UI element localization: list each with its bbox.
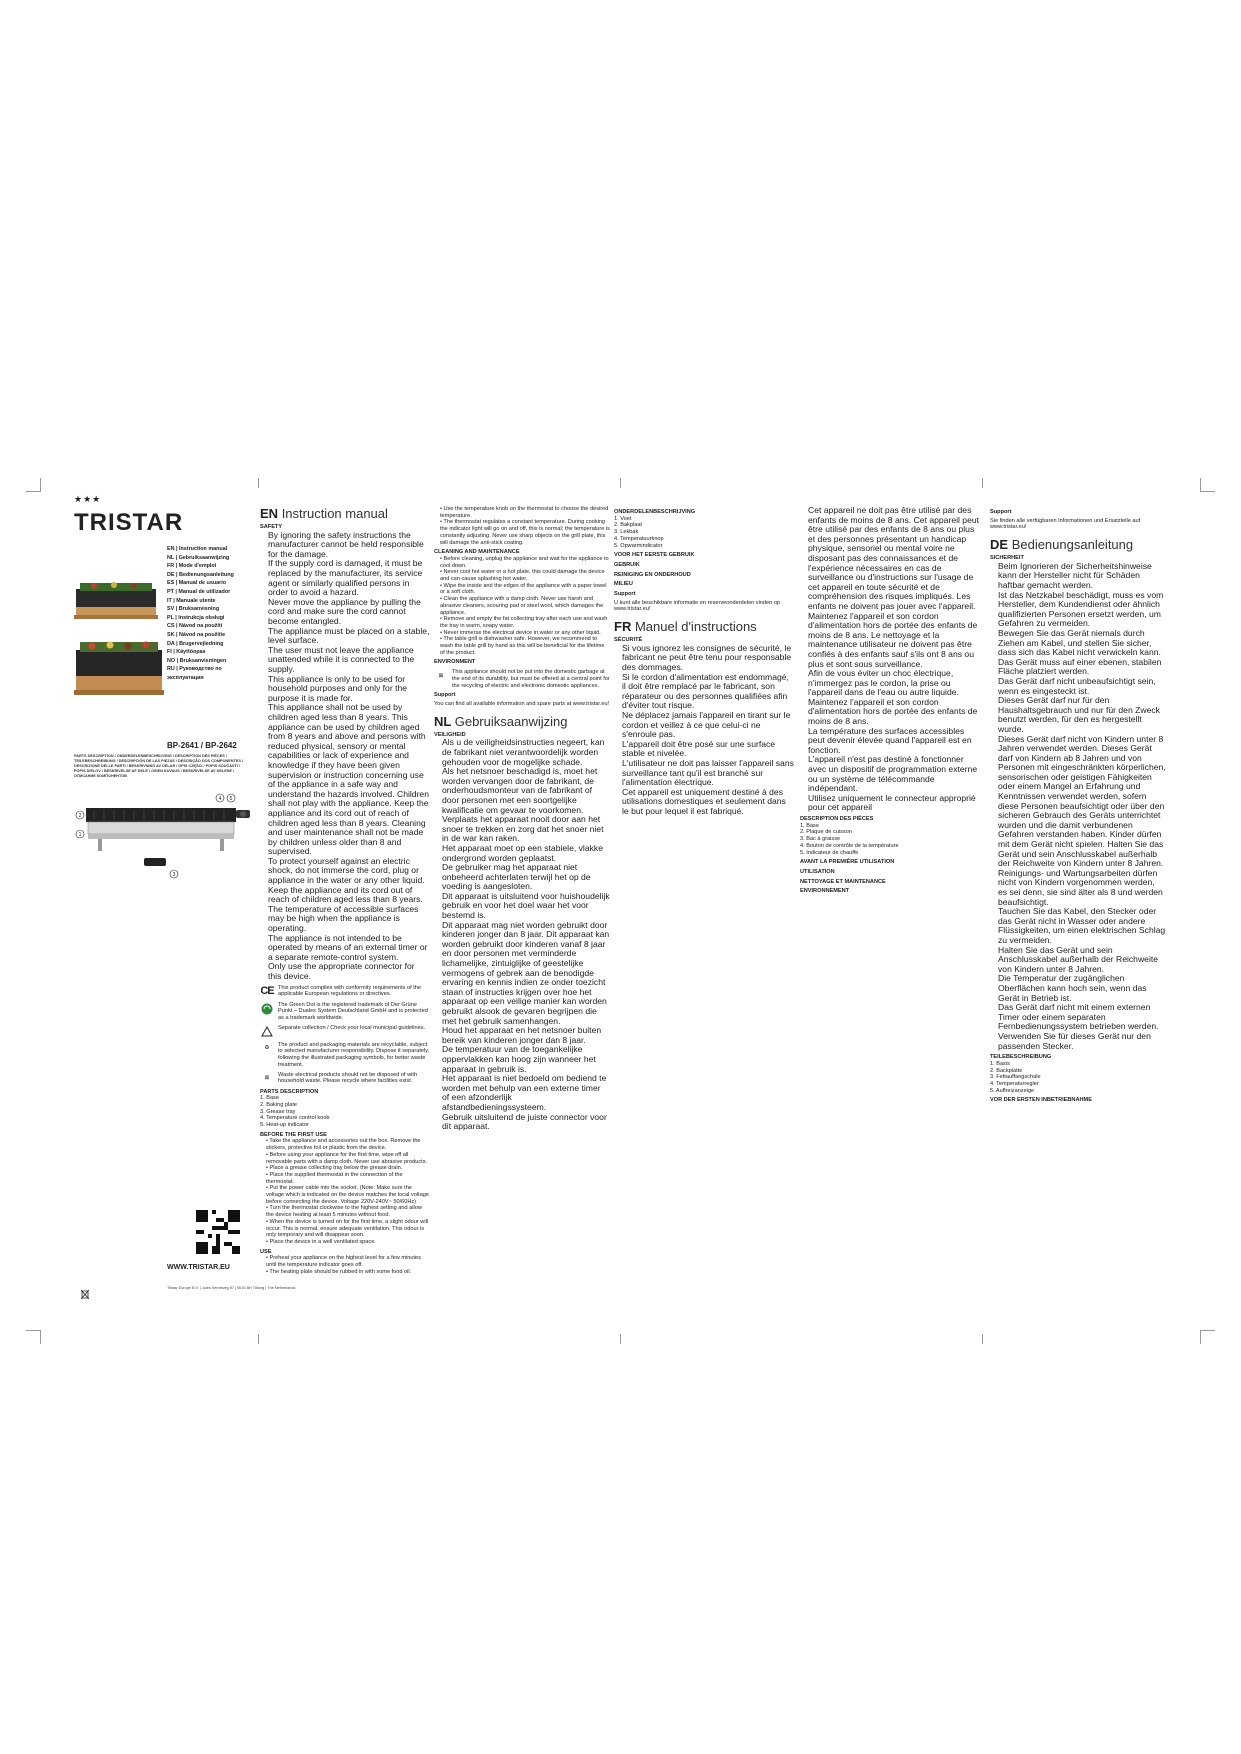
ce-text: This product complies with conformity requirements of the applicable European regulations or directives. (278, 984, 422, 998)
part-item: 4. Bouton de contrôle de la température (800, 842, 899, 849)
safety-item: • Afin de vous éviter un choc électrique, n'immergez pas le cordon, la prise ou l'appareil dans de l'eau ou autre liquide. (808, 669, 980, 698)
safety-item: • Halten Sie das Gerät und sein Anschlusskabel außerhalb der Reichweite von Kindern unter 8 Jahren. (998, 946, 1166, 975)
nl-fr-column-3 (614, 506, 794, 1322)
safety-item: • Ist das Netzkabel beschädigt, muss es vom Hersteller, dem Kundendienst oder ähnlich qualifizierten Personen ersetzt werden, um Gefahren zu vermeiden. (998, 591, 1166, 629)
brand-logo: TRISTAR (74, 509, 184, 536)
language-item: IT | Manuale utente (167, 597, 216, 604)
weee-icon: ⊠ (264, 1075, 270, 1082)
recycle-row (260, 1042, 430, 1069)
en-use-heading: USE (260, 1248, 272, 1255)
language-item: DE | Bedienungsanleitung (167, 571, 234, 578)
language-item: FR | Mode d'emploi (167, 563, 217, 570)
fr-column-4 (800, 506, 980, 1322)
part-item: 1. Voet (614, 515, 632, 522)
crop-mark (1200, 1330, 1201, 1344)
nl-safety-heading: VEILIGHEID (434, 731, 466, 738)
nl-support-text: U kunt alle beschikbare informatie en reserveonderdelen vinden op www.tristar.eu! (614, 599, 781, 613)
before-item: • Take the appliance and accessories out the box. Remove the stickers, protective foil or plastic from the device. (266, 1138, 430, 1151)
safety-item: • Si le cordon d'alimentation est endommagé, il doit être remplacé par le fabricant, son réparateur ou des personnes qualifiées afin d'éviter tout risque. (622, 673, 794, 711)
de-support-heading: Support (990, 509, 1012, 515)
before-item: • Place the device in a well ventilated space. (266, 1239, 430, 1246)
before-item: • Turn the thermostat clockwise to the highest setting and allow the device heating at least 5 minutes without food. (266, 1205, 430, 1218)
fr-title: Manuel d'instructions (634, 619, 757, 635)
part-item: 3. Fettauffangschale (990, 1074, 1041, 1081)
separate-row (260, 1025, 430, 1039)
en-code: EN (260, 506, 279, 521)
before-item: • When the device is turned on for the first time, a slight odour will occur. This is normal, ensure adequate ventilation. This odour is only temporary and will disappear soon. (266, 1219, 430, 1239)
use-item: • Preheat your appliance on the highest level for a few minutes until the temperature indicator goes off. (266, 1255, 430, 1268)
green-dot-icon (260, 1002, 274, 1016)
part-item: 5. Heat-up indicator (260, 1122, 309, 1129)
fold-mark (982, 1334, 983, 1344)
nl-environment-heading: MILIEU (614, 581, 633, 588)
parts-diagram (74, 788, 254, 888)
use-item: • Use the temperature knob on the thermostat to choose the desired temperature. (440, 506, 610, 519)
nl-cleaning-heading: REINIGING EN ONDERHOUD (614, 571, 691, 578)
de-code: DE (990, 537, 1009, 553)
fold-mark (258, 1334, 259, 1344)
qr-code (196, 1210, 240, 1254)
en-environment-heading: ENVIRONMENT (434, 659, 476, 666)
ce-row (260, 985, 430, 999)
nl-before-heading: VOOR HET EERSTE GEBRUIK (614, 552, 695, 559)
safety-item: • The user must not leave the appliance unattended while it is connected to the supply. (268, 646, 430, 675)
recycle-icon: ♻ (264, 1045, 270, 1052)
part-item: 2. Bakplaat (614, 522, 642, 529)
en-support-text: You can find all available information and spare parts at www.tristar.eu! (434, 700, 610, 707)
safety-item: • Never move the appliance by pulling the cord and make sure the cord cannot become entangled. (268, 598, 430, 627)
weee-text: Waste electrical products should not be disposed of with household waste. Please recycle where facilities exist. (278, 1071, 418, 1085)
crop-mark (26, 491, 40, 492)
safety-item: • If the supply cord is damaged, it must be replaced by the manufacturer, its service agent or similarly qualified persons in order to avoid a hazard. (268, 559, 430, 597)
en-before-heading: BEFORE THE FIRST USE (260, 1131, 327, 1138)
en-cleaning-list (434, 556, 610, 657)
weee-row (260, 1072, 430, 1086)
green-dot-row (260, 1002, 430, 1022)
language-item: RU | Руководство по эксплуатации (167, 666, 222, 681)
before-item: • Place the supplied thermostat in the connection of the thermostat. (266, 1172, 430, 1185)
en-parts-list (260, 1095, 430, 1129)
language-item: SK | Návod na použitie (167, 631, 226, 638)
cleaning-item: • Never cool hot water or a hot plate, this could damage the device and can cause splashing hot water. (440, 569, 610, 582)
safety-item: • Verwenden Sie für dieses Gerät nur den passenden Stecker. (998, 1032, 1166, 1051)
before-item: • Place a grease collecting tray below the grease drain. (266, 1165, 430, 1172)
language-item: PL | Instrukcja obsługi (167, 614, 225, 621)
cleaning-item: • Wipe the inside and the edges of the appliance with a paper towel or a soft cloth. (440, 583, 610, 596)
safety-item: • Keep the appliance and its cord out of reach of children aged less than 8 years. (268, 886, 430, 905)
separate-text: Separate collection / Check your local municipal guidelines. (278, 1024, 426, 1031)
crop-mark (1201, 1330, 1215, 1331)
nl-safety-list (434, 738, 610, 1131)
de-section-title (990, 537, 1166, 552)
parts-desc-multilang: PARTS DESCRIPTION / ONDERDELENBESCHRIJVING / DESCRIPTION DES PIÈCES / TEILEBESCHREIBUNG / DESCRIPCIÓN DE LAS PIEZAS / DESCRIÇÃO DOS COMPONENTES / DESCRIZIONE DELLE PARTI / BESKRIVNING AV DELAR / OPIS CZĘŚCI / POPIS SOUČÁSTÍ / POPIS DIELOV / BESKRIVELSE AF DELE / OSIEN KUVAUS / BESKRIVELSE AV DELENE / ОПИСАНИЕ КОМПОНЕНТОВ (74, 754, 243, 778)
de-before-heading: VOR DER ERSTEN INBETRIEBNAHME (990, 1097, 1092, 1104)
company-address: Tristar Europe B.V. | Jules Verneweg 87 | 5015 BH Tilburg | The Netherlands (167, 1286, 296, 1290)
safety-item: • This appliance shall not be used by children aged less than 8 years. This appliance can be used by children aged from 8 years and above and persons with reduced physical, sensory or mental capabilities or lack of experience and knowledge if they have been given supervision or instruction concerning use of the appliance in a safe way and understand the hazards involved. Children shall not play with the appliance. Keep the appliance and its cord out of reach of children aged less than 8 years. Cleaning and user maintenance shall not be made by children unless older than 8 and supervised. (268, 703, 430, 857)
safety-item: • Das Gerät darf nicht mit einem externen Timer oder einem separaten Fernbedienungssystem betrieben werden. (998, 1003, 1166, 1032)
safety-item: • L'utilisateur ne doit pas laisser l'appareil sans surveillance tant qu'il est branché sur l'alimentation électrique. (622, 759, 794, 788)
en-environment-row (434, 669, 610, 689)
de-parts-heading: TEILEBESCHREIBUNG (990, 1054, 1052, 1061)
de-title: Bedienungsanleitung (1011, 537, 1134, 553)
crop-mark (40, 1330, 41, 1344)
safety-item: • La température des surfaces accessibles peut devenir élevée quand l'appareil est en fonction. (808, 727, 980, 756)
part-item: 4. Temperature control knob (260, 1115, 330, 1122)
language-item: SV | Bruksanvisning (167, 606, 220, 613)
safety-item: • This appliance is only to be used for household purposes and only for the purpose it is made for. (268, 675, 430, 704)
nl-use-heading: GEBRUIK (614, 561, 640, 568)
safety-item: • Als u de veiligheidsinstructies negeert, kan de fabrikant niet verantwoordelijk worden gehouden voor de mogelijke schade. (442, 738, 610, 767)
de-parts-list (990, 1061, 1166, 1095)
weee-icon: ⊠ (438, 672, 444, 679)
nl-support-heading: Support (614, 591, 636, 598)
diagram-label-3: 3 (172, 872, 176, 878)
part-item: 2. Backplatte (990, 1067, 1023, 1074)
crop-mark (1201, 491, 1215, 492)
en-support-heading: Support (434, 692, 456, 699)
weee-bin-icon (80, 1288, 90, 1300)
crop-mark (26, 1330, 40, 1331)
before-item: • Before using your appliance for the first time, wipe off all removable parts with a damp cloth. Never use abrasive products. (266, 1152, 430, 1165)
safety-item: • Cet appareil est uniquement destiné à des utilisations domestiques et seulement dans le but pour lequel il est fabriqué. (622, 788, 794, 817)
fr-code: FR (614, 619, 632, 635)
safety-item: • Als het netsnoer beschadigd is, moet het worden vervangen door de fabrikant, de onderhoudsmonteur van de fabrikant of door personen met een soortgelijke kwalificatie om gevaar te voorkomen. (442, 767, 610, 815)
brand-stars: ★★★ (74, 494, 102, 504)
safety-item: • Only use the appropriate connector for this device. (268, 962, 430, 981)
nl-code: NL (434, 713, 452, 729)
language-item: EN | Instruction manual (167, 546, 228, 552)
fr-safety-list (614, 644, 794, 817)
en-column-1 (260, 506, 430, 1322)
recycle-text: The product and packaging materials are recyclable, subject to selected manufacturer responsibility. Dispose it separately, following the illustrated packaging symbols, for better waste treatment. (278, 1041, 430, 1068)
language-list (167, 545, 254, 683)
safety-item: • L'appareil n'est pas destiné à fonctionner avec un dispositif de programmation externe ou un système de télécommande indépendant. (808, 755, 980, 793)
safety-item: • The temperature of accessible surfaces may be high when the appliance is operating. (268, 905, 430, 934)
green-dot-text: The Green Dot is the registered trademark of Der Grüne Punkt – Duales System Deutschland GmbH and is protected as a trademark worldwide. (278, 1001, 428, 1022)
fold-mark (982, 478, 983, 488)
ce-mark-icon: CE (260, 985, 274, 998)
language-item: ES | Manual de usuario (167, 580, 227, 587)
safety-item: • Het apparaat moet op een stabiele, vlakke ondergrond worden geplaatst. (442, 844, 610, 863)
fr-environment-heading: ENVIRONNEMENT (800, 888, 850, 895)
crop-mark (1200, 478, 1201, 492)
part-item: 4. Temperatuurknop (614, 535, 664, 542)
fr-parts-list (800, 823, 980, 857)
nl-parts-heading: ONDERDELENBESCHRIJVING (614, 509, 696, 515)
part-item: 5. Aufheizanzeige (990, 1087, 1035, 1094)
safety-item: • The appliance must be placed on a stable, level surface. (268, 627, 430, 646)
safety-item: • Utilisez uniquement le connecteur approprié pour cet appareil (808, 794, 980, 813)
en-use-list-cont (434, 506, 610, 546)
diagram-label-4: 4 (218, 796, 222, 802)
en-before-list (260, 1138, 430, 1245)
safety-item: • Si vous ignorez les consignes de sécurité, le fabricant ne peut être tenu pour responsable des dommages. (622, 644, 794, 673)
cleaning-item: • Before cleaning, unplug the appliance and wait for the appliance to cool down. (440, 556, 610, 569)
cleaning-item: • The table grill is dishwasher safe. However, we recommend to wash the table grill by hand as this will be beneficial for the lifetime of the product. (440, 636, 610, 656)
language-item: NO | Bruksanvisningen (167, 657, 227, 664)
part-item: 2. Plaque de cuisson (800, 829, 852, 836)
diagram-label-5: 5 (229, 796, 233, 802)
safety-item: • Cet appareil ne doit pas être utilisé par des enfants de moins de 8 ans. Cet appareil peut être utilisé par des enfants de 8 ans ou plus et des personnes présentant un handicap physique, sensoriel ou mental voire ne disposant pas des connaissances et de l'expérience nécessaires en cas de surveillance ou d'instructions sur l'usage de cet appareil en toute sécurité et de compréhension des risques impliqués. Les enfants ne doivent pas jouer avec l'appareil. Maintenez l'appareil et son cordon d'alimentation hors de portée des enfants de moins de 8 ans. Le nettoyage et la maintenance utilisateur ne doivent pas être confiés à des enfants sauf s'ils ont 8 ans ou plus et sont sous surveillance. (808, 506, 980, 669)
en-nl-column-2 (434, 506, 610, 1322)
diagram-label-1: 1 (78, 832, 82, 838)
part-item: 1. Base (800, 822, 819, 829)
part-item: 4. Temperaturregler (990, 1080, 1039, 1087)
safety-item: • The appliance is not intended to be operated by means of an external timer or a separate remote-control system. (268, 934, 430, 963)
safety-item: • De gebruiker mag het apparaat niet onbeheerd achterlaten terwijl het op de voeding is aangesloten. (442, 863, 610, 892)
en-cleaning-heading: CLEANING AND MAINTENANCE (434, 549, 520, 556)
en-title: Instruction manual (281, 506, 388, 521)
en-safety-heading: SAFETY (260, 524, 283, 530)
part-item: 5. Indicateur de chauffe (800, 849, 859, 856)
safety-item: • Dieses Gerät darf nur für den Haushaltsgebrauch und nur für den Zweck benutzt werden, für den es hergestellt wurde. (998, 696, 1166, 734)
environment-text: This appliance should not be put into the domestic garbage at the end of its durability, but must be offered at a central point for the recycling of electric and electronic domestic appliances. (452, 669, 610, 689)
fr-safety-heading: SÉCURITÉ (614, 637, 643, 644)
en-section-title (260, 506, 430, 521)
en-parts-heading: PARTS DESCRIPTION (260, 1088, 319, 1095)
safety-item: • Die Temperatur der zugänglichen Oberflächen kann hoch sein, wenn das Gerät in Betrieb ist. (998, 974, 1166, 1003)
before-item: • Put the power cable into the socket. (Note: Make sure the voltage which is indicated on the device matches the local voltage before connecting the device. Voltage 220V-240V~ 50/60Hz) (266, 1185, 430, 1205)
part-item: 3. Grease tray (260, 1108, 296, 1115)
safety-item: • Bewegen Sie das Gerät niemals durch Ziehen am Kabel, und stellen Sie sicher, dass sich das Kabel nicht verwickeln kann. (998, 629, 1166, 658)
diagram-label-2: 2 (78, 813, 82, 819)
cleaning-item: • Clean the appliance with a damp cloth. Never use harsh and abrasive cleaners, scouring pad or steel wool, which damages the appliance. (440, 596, 610, 616)
fr-cleaning-heading: NETTOYAGE ET MAINTENANCE (800, 878, 886, 885)
safety-item: • De temperatuur van de toegankelijke oppervlakken kan hoog zijn wanneer het apparaat in gebruik is. (442, 1045, 610, 1074)
product-photo-small-grill (74, 575, 159, 625)
language-item: NL | Gebruiksaanwijzing (167, 554, 230, 561)
de-support-text: Sie finden alle verfügbaren Informationen und Ersatzteile auf www.tristar.eu! (990, 517, 1141, 531)
fr-before-heading: AVANT LA PREMIÈRE UTILISATION (800, 859, 895, 866)
de-safety-heading: SICHERHEIT (990, 555, 1024, 562)
language-item: PT | Manual de utilizador (167, 588, 231, 595)
safety-item: • To protect yourself against an electric shock, do not immerse the cord, plug or appliance in the water or any other liquid. (268, 857, 430, 886)
part-item: 5. Opwarmindicator (614, 542, 663, 549)
part-item: 1. Basis (990, 1060, 1010, 1067)
use-item: • The thermostat regulates a constant temperature. During cooking the indicator light will go on and off, this is normal; the temperature is constantly adjusting. Never use sharp objects on the grill plate, this will damage the anti-stick coating. (440, 519, 610, 546)
fr-parts-heading: DESCRIPTION DES PIÈCES (800, 816, 874, 822)
fold-mark (258, 478, 259, 488)
de-safety-list (990, 562, 1166, 1051)
nl-section-title (434, 714, 610, 729)
use-item: • The heating plate should be rubbed in with some food oil. (266, 1269, 430, 1276)
part-item: 3. Lekbak (614, 529, 639, 536)
website: WWW.TRISTAR.EU (167, 1264, 230, 1271)
language-item: FI | Käyttöopas (167, 649, 206, 656)
safety-item: • By ignoring the safety instructions the manufacturer cannot be held responsible for the damage. (268, 531, 430, 560)
en-use-list (260, 1255, 430, 1275)
safety-item: • Ne déplacez jamais l'appareil en tirant sur le cordon et veillez à ce que celui-ci ne s'enroule pas. (622, 711, 794, 740)
part-item: 3. Bac à graisse (800, 836, 841, 843)
separate-collection-icon (260, 1025, 274, 1039)
safety-item: • Dit apparaat mag niet worden gebruikt door kinderen jonger dan 8 jaar. Dit apparaat kan worden gebruikt door kinderen vanaf 8 jaar en door personen met verminderde lichamelijke, zintuiglijke of geestelijke vermogens of gebrek aan de benodigde ervaring en kennis indien ze onder toezicht staan of instructies krijgen over hoe het apparaat op een veilige manier kan worden gebruikt alsook de gevaren begrijpen die met het gebruik samenhangen. (442, 921, 610, 1027)
crop-mark (40, 478, 41, 492)
part-item: 2. Baking plate (260, 1101, 298, 1108)
safety-item: • Das Gerät muss auf einer ebenen, stabilen Fläche platziert werden. (998, 658, 1166, 677)
safety-item: • Das Gerät darf nicht unbeaufsichtigt sein, wenn es eingesteckt ist. (998, 677, 1166, 696)
language-item: DA | Brugervejledning (167, 640, 224, 647)
nl-title: Gebruiksaanwijzing (454, 713, 568, 729)
product-photo-large-grill (74, 630, 164, 705)
language-item: CS | Návod na použití (167, 623, 223, 630)
fold-mark (620, 478, 621, 488)
safety-item: • Dit apparaat is uitsluitend voor huishoudelijk gebruik en voor het doel waar het voor bestemd is. (442, 892, 610, 921)
fr-safety-list-cont (800, 506, 980, 813)
cleaning-item: • Never immerse the electrical device in water or any other liquid. (440, 630, 610, 637)
safety-item: • Beim Ignorieren der Sicherheitshinweise kann der Hersteller nicht für Schäden haftbar gemacht werden. (998, 562, 1166, 591)
fold-mark (620, 1334, 621, 1344)
safety-item: • Het apparaat is niet bedoeld om bediend te worden met behulp van een externe timer of een afzonderlijk afstandbedieningssysteem. (442, 1074, 610, 1112)
safety-item: • Verplaats het apparaat nooit door aan het snoer te trekken en zorg dat het snoer niet in de war kan raken. (442, 815, 610, 844)
safety-item: • Dieses Gerät darf nicht von Kindern unter 8 Jahren verwendet werden. Dieses Gerät darf von Kindern ab 8 Jahren und von Personen mit eingeschränkten körperlichen, sensorischen oder geistigen Fähigkeiten oder einem Mangel an Erfahrung und Kenntnissen verwendet werden, sofern diese Personen beaufsichtigt oder über den sicheren Gebrauch des Geräts unterrichtet wurden und die damit verbundenen Gefahren verstanden haben. Kinder dürfen mit dem Gerät nicht spielen. Halten Sie das Gerät und sein Anschlusskabel außerhalb der Reichweite von Kindern unter 8 Jahren. Reinigungs- und Wartungsarbeiten dürfen nicht von Kindern vorgenommen werden, es sei denn, sie sind älter als 8 und werden beaufsichtigt. (998, 735, 1166, 908)
model-number: BP-2641 / BP-2642 (167, 741, 237, 750)
part-item: 1. Base (260, 1095, 279, 1102)
safety-item: • Maintenez l'appareil et son cordon d'alimentation hors de portée des enfants de moins de 8 ans. (808, 698, 980, 727)
safety-item: • Houd het apparaat en het netsnoer buiten bereik van kinderen jonger dan 8 jaar. (442, 1026, 610, 1045)
en-safety-list (260, 531, 430, 982)
de-column-5 (990, 506, 1166, 1322)
fr-use-heading: UTILISATION (800, 868, 835, 875)
cleaning-item: • Remove and empty the fat collecting tray after each use and wash the tray in warm, soapy water. (440, 616, 610, 629)
safety-item: • Gebruik uitsluitend de juiste connector voor dit apparaat. (442, 1113, 610, 1132)
safety-item: • L'appareil doit être posé sur une surface stable et nivelée. (622, 740, 794, 759)
nl-parts-list (614, 516, 794, 550)
fr-section-title (614, 619, 794, 634)
safety-item: • Tauchen Sie das Kabel, den Stecker oder das Gerät nicht in Wasser oder andere Flüssigkeiten, um einen elektrischen Schlag zu vermeiden. (998, 907, 1166, 945)
